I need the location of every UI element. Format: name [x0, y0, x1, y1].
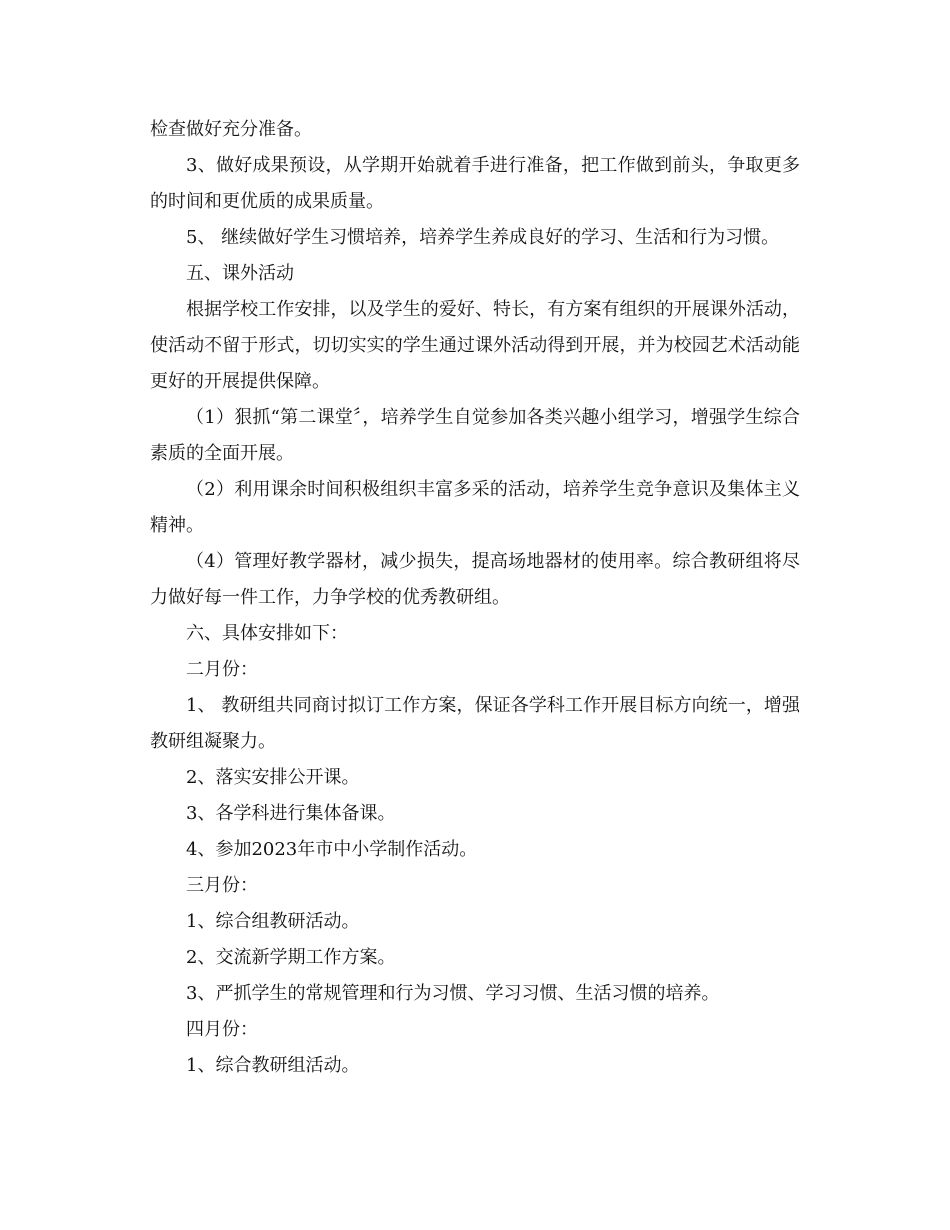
paragraph: 5、 继续做好学生习惯培养，培养学生养成良好的学习、生活和行为习惯。	[186, 227, 780, 248]
paragraph: 三月份：	[186, 875, 258, 896]
paragraph: 3、严抓学生的常规管理和行为习惯、学习习惯、生活习惯的培养。	[186, 983, 720, 1004]
paragraph: （4）管理好教学器材，减少损失，提高场地器材的使用率。综合教研组将尽力做好每一件工作，力争学校的优秀教研组。	[150, 551, 800, 608]
paragraph: 检查做好充分准备。	[150, 119, 312, 140]
paragraph: 1、 教研组共同商讨拟订工作方案，保证各学科工作开展目标方向统一，增强教研组凝聚力。	[150, 695, 800, 752]
paragraph: （1）狠抓“第二课堂〞，培养学生自觉参加各类兴趣小组学习，增强学生综合素质的全面开展。	[150, 407, 800, 464]
paragraph: 根据学校工作安排，以及学生的爱好、特长，有方案有组织的开展课外活动，使活动不留于形式，切切实实的学生通过课外活动得到开展，并为校园艺术活动能更好的开展提供保障。	[150, 299, 800, 392]
paragraph: 2、交流新学期工作方案。	[186, 947, 396, 968]
paragraph: 2、落实安排公开课。	[186, 767, 360, 788]
paragraph: 二月份：	[186, 659, 258, 680]
document-body	[150, 112, 800, 1084]
paragraph: 1、综合组教研活动。	[186, 911, 360, 932]
paragraph: 四月份：	[186, 1019, 258, 1040]
paragraph: 1、综合教研组活动。	[186, 1055, 360, 1076]
paragraph: 4、参加2023年市中小学制作活动。	[186, 839, 478, 860]
paragraph: 3、做好成果预设，从学期开始就着手进行准备，把工作做到前头，争取更多的时间和更优质的成果质量。	[150, 155, 800, 212]
paragraph: 五、课外活动	[186, 263, 294, 284]
paragraph: 3、各学科进行集体备课。	[186, 803, 396, 824]
paragraph: 六、具体安排如下：	[186, 623, 348, 644]
paragraph: （2）利用课余时间积极组织丰富多采的活动，培养学生竞争意识及集体主义精神。	[150, 479, 800, 536]
